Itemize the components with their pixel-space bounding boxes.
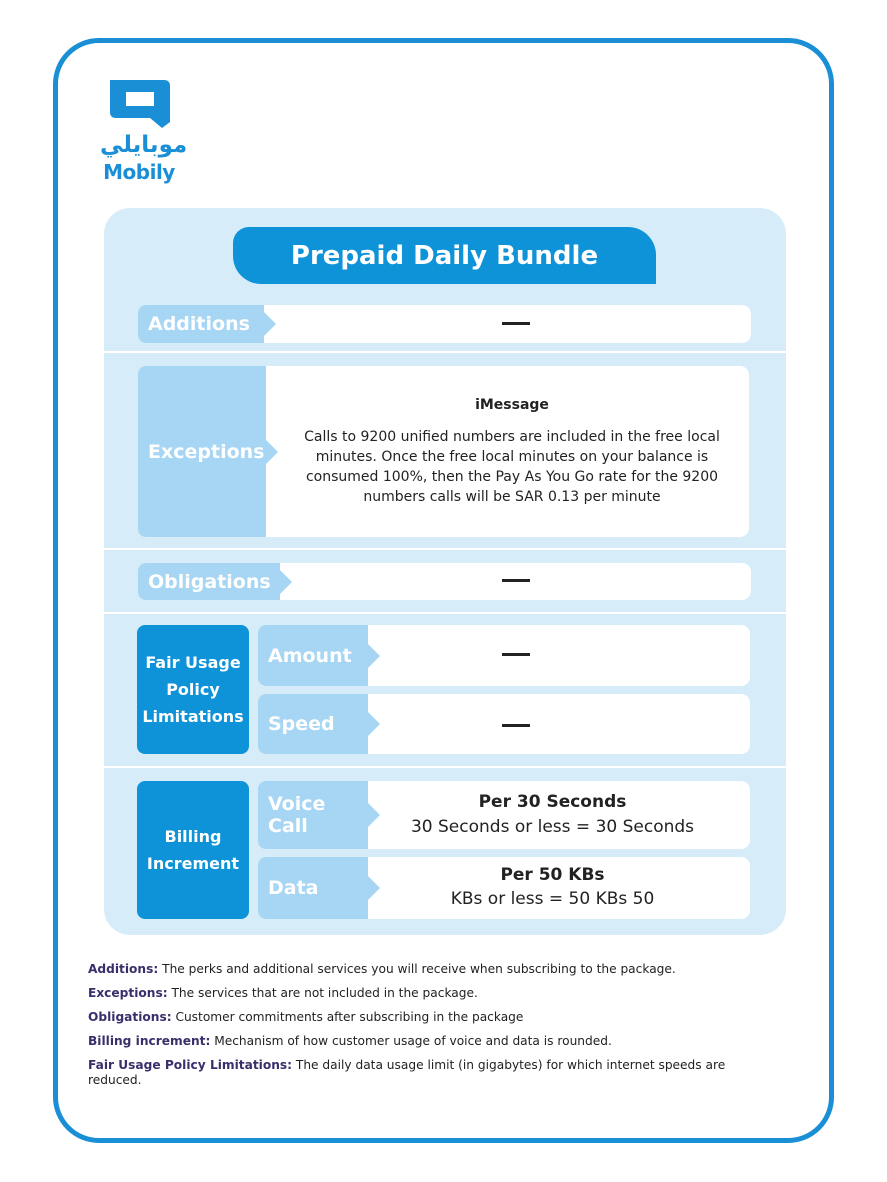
billing-label-line1: Billing — [164, 827, 222, 846]
mobily-logo — [100, 78, 188, 190]
legend-item — [88, 986, 748, 1001]
bundle-title: Prepaid Daily Bundle — [233, 227, 656, 284]
exceptions-label: Exceptions — [138, 366, 266, 537]
legend-term: Additions: — [88, 962, 159, 976]
billing-label — [137, 781, 249, 919]
data-line1: Per 50 KBs — [500, 865, 605, 885]
additions-dash — [502, 322, 530, 325]
data-label: Data — [258, 857, 368, 919]
row-separator — [104, 612, 786, 614]
legend-desc: The daily data usage limit (in gigabytes) for which internet speeds are reduced. — [88, 1058, 726, 1087]
legend-term: Billing increment: — [88, 1034, 211, 1048]
row-separator — [104, 766, 786, 768]
fair-usage-label-line1: Fair Usage — [145, 653, 241, 672]
legend-desc: The perks and additional services you will receive when subscribing to the package. — [158, 962, 676, 976]
obligations-label: Obligations — [138, 563, 280, 600]
legend-desc: The services that are not included in the package. — [167, 986, 478, 1000]
mobily-logo-icon — [106, 78, 172, 134]
legend-item — [88, 1058, 748, 1088]
exceptions-heading: iMessage — [475, 397, 549, 413]
data-line2: KBs or less = 50 KBs 50 — [450, 889, 655, 909]
legend-desc: Customer commitments after subscribing in the package — [171, 1010, 524, 1024]
additions-label: Additions — [138, 305, 264, 343]
voice-line1: Per 30 Seconds — [478, 792, 627, 812]
legend-term: Exceptions: — [88, 986, 168, 1000]
fair-usage-label-line3: Limitations — [142, 707, 244, 726]
obligations-dash — [502, 579, 530, 582]
logo-brand-name: Mobily — [103, 160, 175, 184]
billing-label-line2: Increment — [146, 854, 240, 873]
amount-label: Amount — [258, 625, 368, 686]
fair-usage-label — [137, 625, 249, 754]
legend-item — [88, 1010, 748, 1025]
speed-dash — [502, 724, 530, 727]
exceptions-text: Calls to 9200 unified numbers are included in the free local minutes. Once the free local minutes on your balance is consumed 100%, then the Pay As You Go rate for the 9200 numbers calls will be SAR 0.13 per minute — [304, 429, 720, 505]
amount-dash — [502, 653, 530, 656]
logo-arabic-name: موبايلي — [100, 132, 188, 158]
legend-desc: Mechanism of how customer usage of voice and data is rounded. — [210, 1034, 612, 1048]
voice-line2: 30 Seconds or less = 30 Seconds — [410, 817, 695, 837]
fair-usage-label-line2: Policy — [166, 680, 220, 699]
row-separator — [104, 548, 786, 550]
legend-item — [88, 1034, 748, 1049]
voice-label: Voice Call — [258, 781, 368, 849]
legend-term: Fair Usage Policy Limitations: — [88, 1058, 292, 1072]
definitions-legend — [88, 962, 748, 1097]
legend-item — [88, 962, 748, 977]
legend-term: Obligations: — [88, 1010, 172, 1024]
row-separator — [104, 351, 786, 353]
speed-label: Speed — [258, 694, 368, 754]
